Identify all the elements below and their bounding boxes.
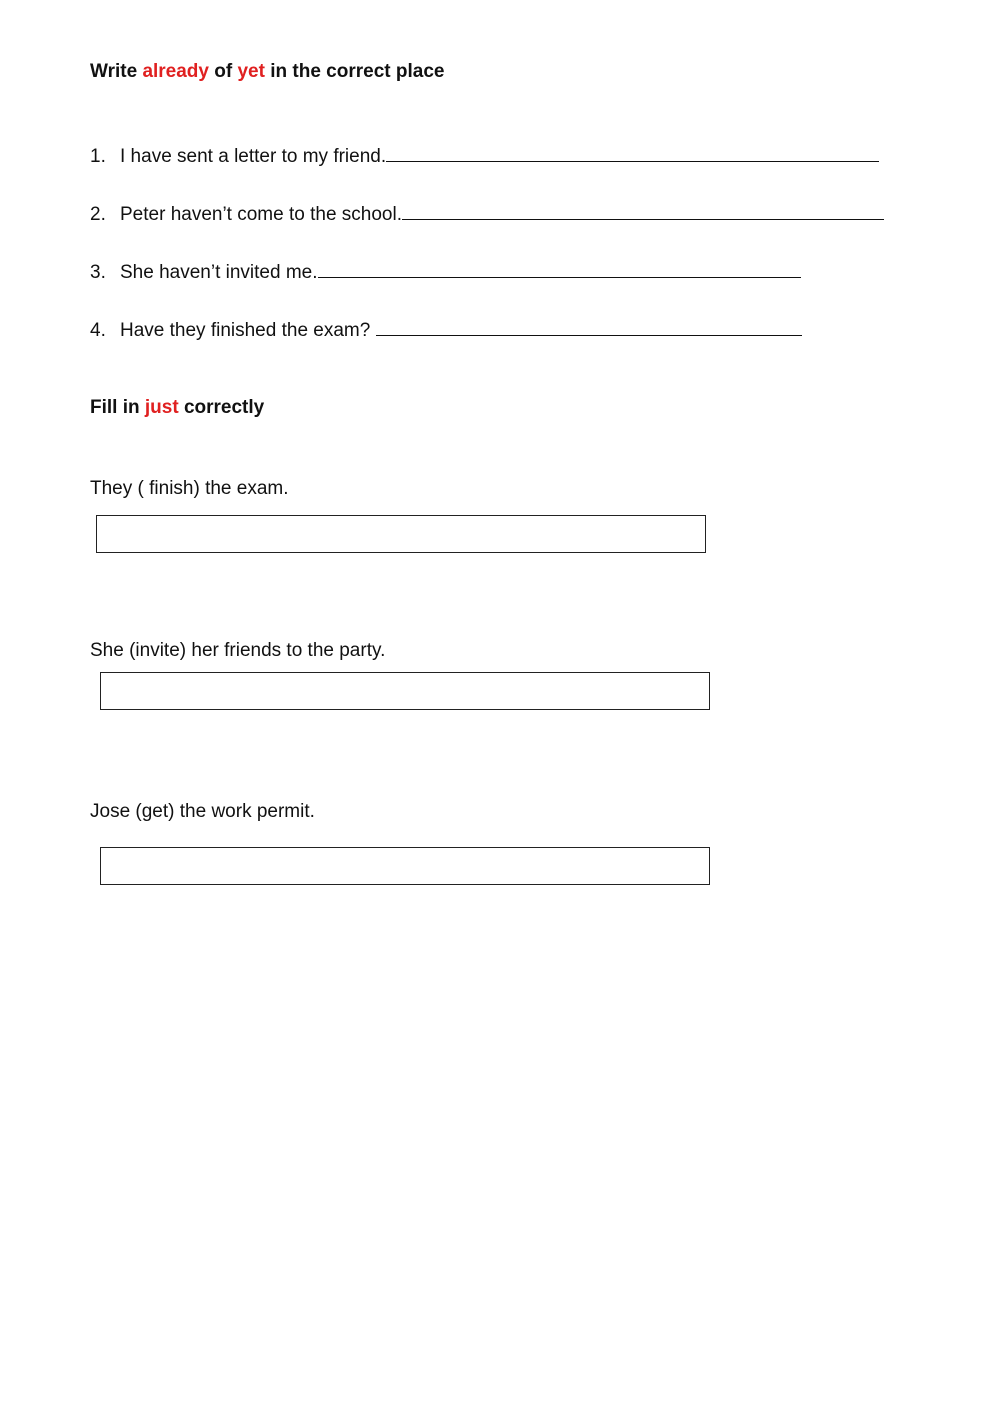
question-number: 4. [90, 320, 106, 341]
answer-blank-line[interactable] [376, 316, 802, 336]
answer-box-3[interactable] [100, 847, 710, 885]
question-text: Have they finished the exam? [120, 320, 376, 341]
question-number: 3. [90, 262, 106, 283]
section2-title [90, 397, 264, 419]
answer-blank-line[interactable] [318, 258, 801, 278]
title-part: Fill in [90, 397, 145, 418]
question-number: 1. [90, 146, 106, 167]
question-text: I have sent a letter to my friend. [120, 146, 387, 167]
title-part: correctly [178, 397, 265, 418]
prompt-1: They ( finish) the exam. [90, 478, 289, 499]
answer-box-2[interactable] [100, 672, 710, 710]
question-3 [90, 258, 801, 284]
answer-box-1[interactable] [96, 515, 706, 553]
title-highlight-yet: yet [237, 61, 265, 82]
answer-blank-line[interactable] [402, 200, 884, 220]
question-4 [90, 316, 802, 342]
title-part: in the correct place [264, 61, 445, 82]
question-2 [90, 200, 884, 226]
prompt-2: She (invite) her friends to the party. [90, 640, 386, 661]
title-part: Write [90, 61, 143, 82]
prompt-3: Jose (get) the work permit. [90, 801, 315, 822]
answer-blank-line[interactable] [386, 142, 879, 162]
question-text: Peter haven’t come to the school. [120, 204, 402, 225]
question-1 [90, 142, 879, 168]
title-highlight-already: already [142, 61, 209, 82]
title-part: of [208, 61, 238, 82]
title-highlight-just: just [144, 397, 179, 418]
question-text: She haven’t invited me. [120, 262, 318, 283]
question-number: 2. [90, 204, 106, 225]
section1-title [90, 61, 444, 83]
